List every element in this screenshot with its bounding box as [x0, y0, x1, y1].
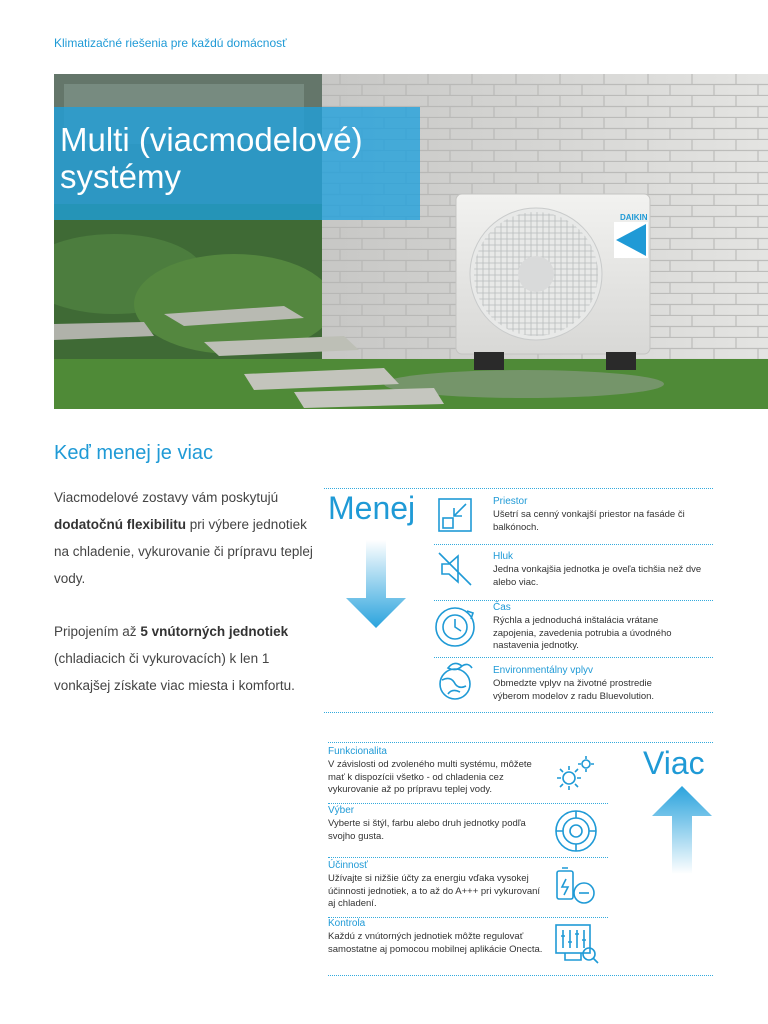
feature-title-environment: Environmentálny vplyv [493, 665, 594, 676]
feature-desc-choice: Vyberte si štýl, farbu alebo druh jednotky podľa svojho gusta. [328, 818, 526, 842]
feature-desc-functionality: V závislosti od zvoleného multi systému, môžete mať k dispozícii všetko - od chladenia cez vykurovanie až po prípravu teplej vody. [328, 759, 532, 795]
more-heading: Viac [643, 745, 705, 781]
intro-paragraph [54, 484, 314, 592]
units-text-start: Pripojením až [54, 624, 137, 639]
divider [434, 657, 713, 658]
units-paragraph [54, 618, 314, 699]
down-arrow-icon [344, 540, 408, 630]
divider [328, 803, 608, 804]
feature-desc-control: Každú z vnútorných jednotiek môžte regulovať samostatne aj pomocou mobilnej aplikácie Onecta. [328, 931, 543, 955]
units-text-end: (chladiacich či vykurovacích) k len 1 vonkajšej získate viac miesta i komfortu. [54, 651, 295, 693]
feature-title-time: Čas [493, 602, 511, 613]
up-arrow-icon [650, 786, 714, 876]
section-title: Keď menej je viac [54, 442, 214, 464]
divider [328, 975, 713, 976]
feature-desc-time: Rýchla a jednoduchá inštalácia vrátane zapojenia, zavedenia potrubia a úvodného nastavenia jednotky. [493, 615, 672, 651]
unit-brand-label: DAIKIN [620, 213, 648, 222]
feature-title-functionality: Funkcionalita [328, 746, 387, 757]
page-kicker: Klimatizačné riešenia pre každú domácnosť [54, 36, 287, 50]
feature-title-space: Priestor [493, 496, 528, 507]
hero-image [54, 74, 768, 409]
feature-title-control: Kontrola [328, 918, 366, 929]
divider [328, 742, 713, 743]
hero-title: Multi (viacmodelové) systémy [60, 121, 363, 195]
less-heading: Menej [328, 490, 416, 526]
shrink-icon [436, 496, 474, 534]
intro-text-start: Viacmodelové zostavy vám poskytujú [54, 490, 279, 505]
divider [324, 488, 713, 489]
clock-icon [433, 605, 477, 649]
intro-text-bold: dodatočnú flexibilitu [54, 517, 186, 532]
mute-speaker-icon [436, 550, 474, 588]
globe-leaf-icon [434, 660, 476, 702]
feature-desc-efficiency: Užívajte si nižšie účty za energiu vďaka vysokej účinnosti jednotiek, a to až do A+++ pri vykurovaní aj chladení. [328, 873, 541, 909]
divider [324, 712, 713, 713]
feature-desc-noise: Jedna vonkajšia jednotka je oveľa tichšia než dve alebo viac. [493, 564, 702, 588]
gears-icon [553, 752, 599, 796]
hero-title-banner [54, 107, 420, 220]
intro-text-end: pri výbere jednotiek na chladenie, vykurovanie či prípravu teplej vody. [54, 517, 313, 586]
control-monitor-icon [553, 922, 601, 966]
battery-icon [553, 865, 599, 909]
feature-title-noise: Hluk [493, 551, 514, 562]
feature-title-efficiency: Účinnosť [328, 860, 368, 871]
feature-desc-environment: Obmedzte vplyv na životné prostredie výberom modelov z radu Bluevolution. [493, 678, 655, 702]
divider [328, 917, 608, 918]
divider [434, 544, 713, 545]
divider [434, 600, 713, 601]
feature-desc-space: Ušetrí sa cenný vonkajší priestor na fasáde či balkónoch. [493, 509, 685, 533]
feature-title-choice: Výber [328, 805, 355, 816]
target-icon [553, 808, 599, 854]
units-text-bold: 5 vnútorných jednotiek [140, 624, 289, 639]
divider [328, 857, 608, 858]
